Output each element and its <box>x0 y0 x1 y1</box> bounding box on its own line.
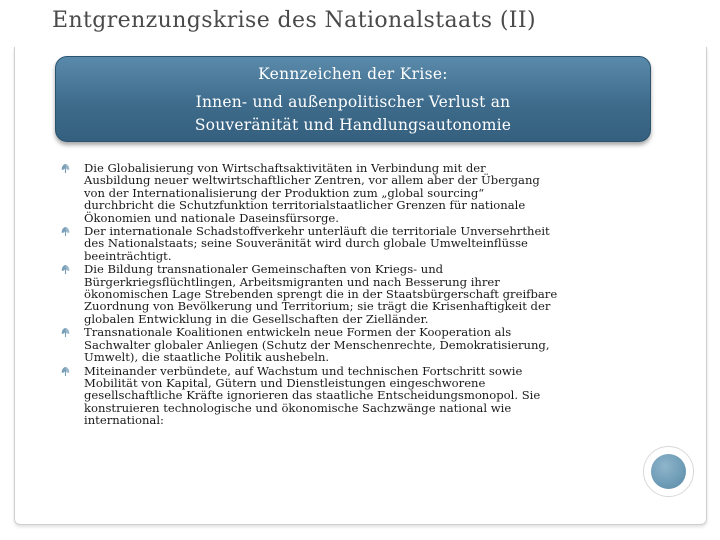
banner-line-2: Souveränität und Handlungsautonomie <box>194 116 512 134</box>
bullet-text-line: Ökonomien und nationale Daseinsfürsorge. <box>84 210 339 225</box>
bullet-text-line: Der internationale Schadstoffverkehr unterläuft die territoriale Unversehrtheit <box>84 224 550 239</box>
bullet-item <box>60 263 650 325</box>
bullet-text-line: des Nationalstaats; seine Souveränität wird durch globale Umwelteinflüsse <box>84 236 528 251</box>
bullet-text-line: durchbricht die Schutzfunktion territorialstaatlicher Grenzen für nationale <box>84 198 526 213</box>
bullet-text-line: Ausbildung neuer weltwirtschaftlicher Zentren, vor allem aber der Übergang <box>84 173 540 188</box>
bullet-text-line: Die Bildung transnationaler Gemeinschaften von Kriegs- und <box>84 262 444 277</box>
leaf-bullet-icon <box>60 366 71 377</box>
decorative-circle-inner <box>651 454 686 489</box>
bullet-text-line: international: <box>84 413 164 428</box>
bullet-item <box>60 365 650 427</box>
leaf-bullet-icon <box>60 264 71 275</box>
bullet-item <box>60 326 650 363</box>
bullet-text-line: Bürgerkriegsflüchtlingen, Arbeitsmigranten und nach Besserung ihrer <box>84 274 500 289</box>
bullet-text-line: Zuordnung von Bevölkerung und Territorium; sie trägt die Krisenhaftigkeit der <box>84 299 551 314</box>
bullet-text-line: konstruieren technologische und ökonomische Sachzwänge national wie <box>84 400 512 415</box>
bullet-item <box>60 225 650 262</box>
banner-line-1: Innen- und außenpolitischer Verlust an <box>195 93 511 111</box>
bullet-text-line: globalen Entwicklung in die Gesellschaften der Zielländer. <box>84 311 429 326</box>
bullet-item <box>60 162 650 224</box>
bullet-text-line: beeinträchtigt. <box>84 248 172 263</box>
bullet-text-line: Sachwalter globaler Anliegen (Schutz der Menschenrechte, Demokratisierung, <box>84 337 550 352</box>
banner-heading: Kennzeichen der Krise: <box>258 65 448 83</box>
leaf-bullet-icon <box>60 327 71 338</box>
page-title: Entgrenzungskrise des Nationalstaats (II) <box>52 8 536 33</box>
bullet-text-line: gesellschaftliche Kräfte ignorieren das staatliche Entscheidungsmonopol. Sie <box>84 388 541 403</box>
bullet-text-line: Transnationale Koalitionen entwickeln neue Formen der Kooperation als <box>84 325 512 340</box>
bullet-text-line: Umwelt), die staatliche Politik aushebeln. <box>84 350 330 365</box>
leaf-bullet-icon <box>60 163 71 174</box>
bullet-text-line: Miteinander verbündete, auf Wachstum und technischen Fortschritt sowie <box>84 363 523 378</box>
bullet-text-line: von der Internationalisierung der Produktion zum „global sourcing“ <box>84 185 485 200</box>
bullet-text-line: Die Globalisierung von Wirtschaftsaktivitäten in Verbindung mit der <box>84 161 486 175</box>
bullet-text-line: ökonomischen Lage Strebenden sprengt die in der Staatsbürgerschaft greifbare <box>84 287 558 302</box>
leaf-bullet-icon <box>60 226 71 237</box>
crisis-banner <box>55 56 651 142</box>
bullet-list <box>60 162 650 428</box>
bullet-text-line: Mobilität von Kapital, Gütern und Dienstleistungen eingeschworene <box>84 375 486 390</box>
decorative-circle-icon <box>643 446 694 497</box>
